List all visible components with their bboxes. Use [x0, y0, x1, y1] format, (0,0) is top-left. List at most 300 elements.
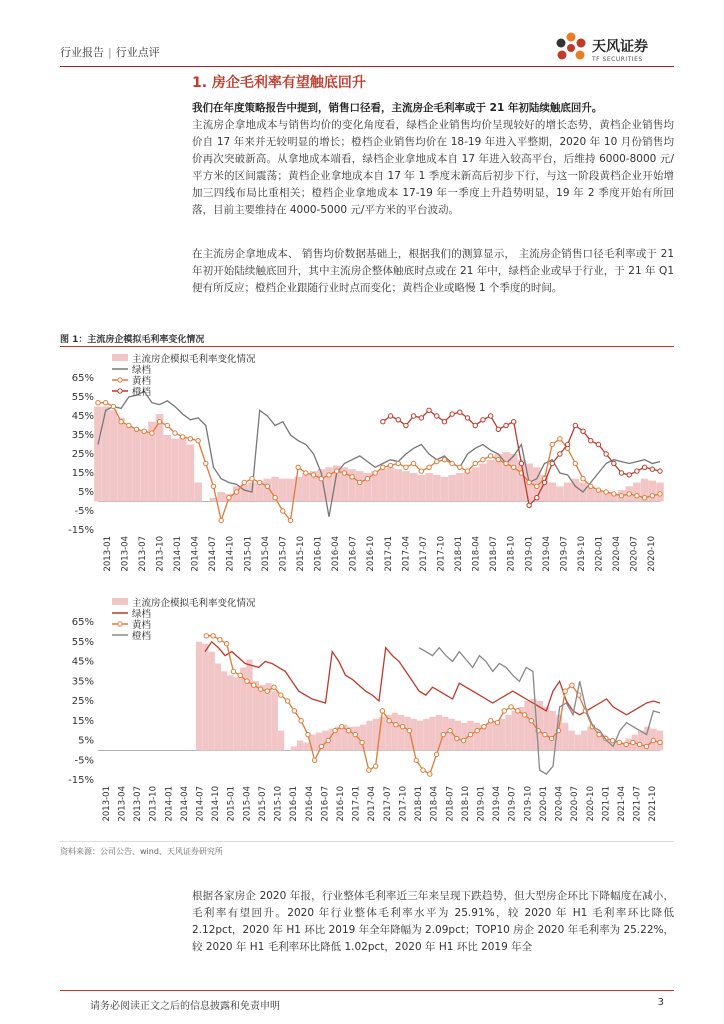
data-point	[421, 768, 425, 772]
data-point	[419, 469, 423, 473]
area-bar	[524, 701, 530, 750]
x-tick-label: 2019-04	[492, 786, 503, 822]
data-point	[450, 412, 454, 416]
legend-label: 绿档	[132, 365, 152, 376]
data-point	[516, 709, 520, 713]
area-bar	[246, 660, 252, 751]
data-point	[211, 634, 215, 638]
data-point	[570, 683, 574, 687]
x-tick-label: 2016-01	[313, 536, 324, 572]
x-tick-label: 2018-07	[445, 786, 456, 822]
area-bar	[272, 691, 278, 750]
data-point	[234, 490, 238, 494]
paragraph-1-lead: 我们在年度策略报告中提到，销售口径看，主流房企毛利率或于 21 年初陆续触底回升。	[192, 102, 603, 114]
area-bar	[209, 652, 215, 751]
x-tick-label: 2019-01	[476, 786, 487, 822]
area-bar	[568, 731, 574, 751]
x-tick-label: 2017-01	[383, 536, 394, 572]
data-point	[596, 442, 600, 446]
area-bar	[638, 731, 644, 751]
data-point	[512, 465, 516, 469]
legend-label: 橙档	[132, 387, 152, 398]
data-point	[642, 465, 646, 469]
data-point	[396, 418, 400, 422]
data-point	[173, 431, 177, 435]
data-point	[504, 461, 508, 465]
data-point	[504, 423, 508, 427]
x-tick-label: 2016-10	[366, 536, 377, 572]
data-point	[658, 469, 662, 473]
data-point	[245, 679, 249, 683]
area-bar	[461, 723, 467, 751]
data-point	[637, 742, 641, 746]
data-point	[272, 685, 276, 689]
data-point	[319, 477, 323, 481]
area-bar	[587, 727, 593, 751]
data-point	[388, 414, 392, 418]
x-tick-label: 2016-10	[335, 786, 346, 822]
data-point	[279, 693, 283, 697]
data-point	[495, 721, 499, 725]
area-bar	[227, 675, 233, 750]
data-point	[529, 719, 533, 723]
data-point	[103, 401, 107, 405]
data-point	[550, 461, 554, 465]
page-number: 3	[657, 997, 664, 1008]
area-bar	[217, 492, 225, 502]
data-point	[473, 461, 477, 465]
data-point	[411, 414, 415, 418]
x-tick-label: 2015-07	[257, 786, 268, 822]
y-tick-label: 25%	[71, 449, 94, 460]
area-bar	[215, 663, 221, 750]
area-bar	[548, 483, 556, 502]
data-point	[227, 496, 231, 500]
area-bar	[512, 711, 518, 751]
data-point	[596, 488, 600, 492]
data-point	[635, 469, 639, 473]
data-point	[450, 461, 454, 465]
footer-disclaimer: 请务必阅读正文之后的信息披露和免责申明	[90, 1001, 280, 1012]
area-bar	[202, 644, 208, 751]
area-bar	[259, 685, 265, 750]
company-logo	[554, 30, 674, 70]
x-tick-label: 2015-10	[295, 536, 306, 572]
data-point	[265, 689, 269, 693]
data-point	[604, 452, 608, 456]
area-bar	[163, 435, 171, 502]
x-tick-label: 2021-10	[648, 786, 659, 822]
data-point	[327, 473, 331, 477]
area-bar	[279, 479, 287, 502]
data-point	[380, 709, 384, 713]
area-bar	[479, 464, 487, 502]
data-point	[127, 423, 131, 427]
data-point	[281, 509, 285, 513]
data-point	[461, 738, 465, 742]
x-tick-label: 2015-10	[273, 786, 284, 822]
data-point	[468, 732, 472, 736]
data-point	[644, 744, 648, 748]
x-tick-label: 2021-01	[601, 786, 612, 822]
x-tick-label: 2013-01	[102, 536, 113, 572]
area-bar	[348, 469, 356, 501]
data-point	[624, 742, 628, 746]
area-bar	[297, 741, 303, 751]
area-bar	[179, 437, 187, 502]
x-tick-label: 2016-01	[289, 786, 300, 822]
y-tick-label: 65%	[71, 373, 94, 384]
area-bar	[581, 731, 587, 751]
x-tick-label: 2016-07	[348, 536, 359, 572]
data-point	[619, 471, 623, 475]
x-tick-label: 2019-07	[559, 536, 570, 572]
data-point	[111, 404, 115, 408]
data-point	[428, 772, 432, 776]
x-tick-label: 2013-01	[101, 786, 112, 822]
area-bar	[221, 671, 227, 750]
data-point	[326, 738, 330, 742]
data-point	[482, 724, 486, 728]
area-bar	[171, 439, 179, 502]
data-point	[142, 429, 146, 433]
area-bar	[117, 418, 125, 502]
data-point	[565, 442, 569, 446]
data-point	[373, 471, 377, 475]
legend-swatch	[112, 598, 128, 605]
data-point	[527, 480, 531, 484]
area-bar	[456, 473, 464, 502]
data-point	[658, 492, 662, 496]
data-point	[231, 669, 235, 673]
x-tick-label: 2014-04	[190, 536, 201, 572]
y-tick-label: 55%	[71, 392, 94, 403]
area-bar	[94, 407, 102, 502]
data-point	[427, 408, 431, 412]
area-bar	[110, 410, 118, 501]
x-tick-label: 2015-07	[278, 536, 289, 572]
x-tick-label: 2014-10	[211, 786, 222, 822]
data-point	[319, 744, 323, 748]
y-tick-label: 35%	[71, 676, 94, 688]
area-bar	[543, 707, 549, 750]
breadcrumb-report-type: 行业报告	[60, 46, 104, 59]
breadcrumb-category: 行业点评	[115, 46, 160, 59]
data-point	[573, 423, 577, 427]
x-tick-label: 2019-01	[524, 536, 535, 572]
data-point	[650, 494, 654, 498]
data-point	[218, 638, 222, 642]
x-tick-label: 2017-10	[398, 786, 409, 822]
x-tick-label: 2020-01	[538, 786, 549, 822]
x-tick-label: 2018-04	[471, 536, 482, 572]
area-bar	[423, 719, 429, 751]
data-point	[509, 705, 513, 709]
data-point	[306, 732, 310, 736]
data-point	[404, 423, 408, 427]
x-tick-label: 2018-01	[454, 536, 465, 572]
data-point	[619, 494, 623, 498]
y-tick-label: 5%	[78, 487, 94, 498]
area-bar	[234, 677, 240, 750]
area-bar	[356, 471, 364, 501]
data-point	[434, 752, 438, 756]
data-point	[610, 738, 614, 742]
data-point	[581, 477, 585, 481]
x-tick-label: 2015-01	[226, 786, 237, 822]
data-point	[296, 465, 300, 469]
x-tick-label: 2016-04	[331, 536, 342, 572]
data-point	[488, 454, 492, 458]
data-point	[435, 459, 439, 463]
data-point	[388, 463, 392, 467]
area-bar	[278, 731, 284, 751]
data-point	[442, 458, 446, 462]
data-point	[407, 728, 411, 732]
data-point	[458, 410, 462, 414]
x-tick-label: 2014-04	[179, 786, 190, 822]
area-bar	[133, 429, 141, 501]
data-point	[387, 719, 391, 723]
data-point	[358, 480, 362, 484]
area-bar	[425, 473, 433, 502]
data-point	[204, 461, 208, 465]
y-tick-label: 45%	[71, 411, 94, 422]
data-point	[381, 465, 385, 469]
data-point	[333, 728, 337, 732]
data-point	[475, 728, 479, 732]
data-point	[558, 452, 562, 456]
data-point	[458, 465, 462, 469]
x-tick-label: 2020-01	[594, 536, 605, 572]
data-point	[311, 473, 315, 477]
data-point	[299, 719, 303, 723]
data-point	[481, 458, 485, 462]
x-tick-label: 2015-04	[260, 536, 271, 572]
data-point	[489, 719, 493, 723]
data-point	[367, 768, 371, 772]
area-bar	[398, 715, 404, 751]
data-point	[496, 458, 500, 462]
data-point	[411, 461, 415, 465]
chart-bottom	[60, 592, 674, 838]
data-point	[196, 439, 200, 443]
data-point	[604, 490, 608, 494]
x-tick-label: 2017-07	[418, 536, 429, 572]
data-point	[312, 758, 316, 762]
area-bar	[387, 467, 395, 501]
data-point	[342, 471, 346, 475]
data-point	[285, 699, 289, 703]
data-point	[496, 427, 500, 431]
data-point	[346, 728, 350, 732]
breadcrumb: 行业报告 | 行业点评	[60, 46, 160, 59]
data-point	[252, 683, 256, 687]
area-bar	[441, 477, 449, 502]
x-tick-label: 2014-07	[195, 786, 206, 822]
section-title: 1. 房企毛利率有望触底回升	[192, 75, 366, 91]
area-bar	[196, 642, 202, 751]
area-bar	[418, 475, 426, 502]
figure-caption: 图 1：主流房企模拟毛利率变化情况	[60, 335, 205, 345]
area-bar	[411, 719, 417, 751]
data-point	[304, 471, 308, 475]
data-point	[265, 484, 269, 488]
area-bar	[474, 723, 480, 751]
data-point	[465, 416, 469, 420]
figure-source: 资料来源：公司公告、wind、天风证券研究所	[60, 847, 223, 856]
legend-marker	[118, 378, 122, 382]
data-point	[211, 484, 215, 488]
data-point	[612, 492, 616, 496]
data-point	[535, 484, 539, 488]
data-point	[612, 461, 616, 465]
area-bar	[562, 723, 568, 751]
x-tick-label: 2013-07	[133, 786, 144, 822]
area-bar	[302, 473, 310, 502]
legend-label: 主流房企模拟毛利率变化情况	[132, 598, 256, 609]
data-point	[419, 416, 423, 420]
data-point	[219, 518, 223, 522]
data-point	[373, 764, 377, 768]
area-bar	[402, 471, 410, 501]
data-point	[242, 480, 246, 484]
logo-subtext: TF SECURITIES	[592, 56, 643, 63]
data-point	[589, 484, 593, 488]
data-point	[273, 496, 277, 500]
data-point	[550, 442, 554, 446]
paragraph-1-body: 主流房企拿地成本与销售均价的变化角度看，绿档企业销售均价呈现较好的增长态势，黄档企业销售均价自 17 年来并无较明显的增长；橙档企业销售均价在 18-19 年进入平整期，2020 年 10 月份销售均价再次突破新高。从拿地成本端看，绿档企业拿地成本自 17 年进入较高平台，后维持 6000-8000 元/平方米的区间震荡；黄档企业拿地成本自 17 年 1 季度末新高后初步下行，与这一阶段黄档企业开始增加三四线布局比重相关；橙档企业拿地成本 17-19 年一季度上升趋势明显，19 年 2 季度开始有所回落，目前主要维持在 4000-5000 元/平方米的平台波动。	[192, 119, 674, 216]
legend-marker	[118, 622, 122, 626]
x-tick-label: 2013-04	[120, 536, 131, 572]
data-point	[473, 423, 477, 427]
area-bar	[125, 426, 133, 502]
x-tick-label: 2021-04	[616, 786, 627, 822]
x-tick-label: 2019-07	[507, 786, 518, 822]
x-tick-label: 2014-10	[225, 536, 236, 572]
area-bar	[556, 486, 564, 501]
data-point	[481, 418, 485, 422]
chart-top	[60, 348, 674, 588]
area-bar	[410, 473, 418, 502]
area-bar	[471, 467, 479, 501]
data-point	[257, 480, 261, 484]
data-point	[650, 467, 654, 471]
legend-label: 橙档	[132, 631, 152, 642]
legend-label: 绿档	[132, 609, 152, 620]
y-tick-label: 45%	[71, 656, 94, 668]
data-point	[134, 427, 138, 431]
area-bar	[633, 483, 641, 502]
y-tick-label: -5%	[74, 506, 94, 517]
data-point	[658, 740, 662, 744]
data-point	[512, 420, 516, 424]
area-bar	[464, 471, 472, 501]
x-tick-label: 2020-10	[647, 536, 658, 572]
data-point	[465, 469, 469, 473]
x-tick-label: 2018-07	[489, 536, 500, 572]
data-point	[549, 736, 553, 740]
data-point	[394, 723, 398, 727]
data-point	[292, 709, 296, 713]
data-point	[288, 518, 292, 522]
data-point	[441, 732, 445, 736]
x-tick-label: 2017-04	[401, 536, 412, 572]
y-tick-label: -15%	[68, 775, 94, 786]
area-bar	[187, 445, 195, 502]
x-tick-label: 2014-01	[173, 536, 184, 572]
data-point	[340, 724, 344, 728]
data-point	[573, 461, 577, 465]
paragraph-2: 在主流房企拿地成本、 销售均价数据基础上，根据我们的测算显示， 主流房企销售口径毛利率或于 21 年初开始陆续触底回升，其中主流房企整体触底时点或在 21 年中，绿档企业或早于行业，于 21 年 Q1 便有所反应；橙档企业跟随行业时点而变化；黄档企业或略慢 1 个季度的时间。	[192, 248, 674, 294]
x-tick-label: 2020-04	[554, 786, 565, 822]
x-tick-label: 2017-10	[436, 536, 447, 572]
data-point	[180, 435, 184, 439]
x-tick-label: 2018-10	[506, 536, 517, 572]
footer-divider	[60, 990, 674, 991]
data-point	[522, 713, 526, 717]
area-bar	[291, 746, 297, 750]
data-point	[350, 475, 354, 479]
data-point	[396, 461, 400, 465]
data-point	[157, 420, 161, 424]
data-point	[442, 420, 446, 424]
data-point	[527, 503, 531, 507]
data-point	[238, 673, 242, 677]
data-point	[535, 496, 539, 500]
data-point	[502, 709, 506, 713]
area-bar	[487, 460, 495, 502]
y-tick-label: 55%	[71, 636, 94, 648]
x-tick-label: 2019-04	[541, 536, 552, 572]
data-point	[617, 740, 621, 744]
x-tick-label: 2020-04	[612, 536, 623, 572]
x-tick-label: 2020-07	[629, 536, 640, 572]
area-bar	[366, 721, 372, 751]
x-tick-label: 2019-10	[523, 786, 534, 822]
y-tick-label: 15%	[71, 468, 94, 479]
x-tick-label: 2017-07	[382, 786, 393, 822]
data-point	[563, 689, 567, 693]
data-point	[627, 492, 631, 496]
data-point	[631, 740, 635, 744]
x-tick-label: 2013-07	[137, 536, 148, 572]
area-bar	[394, 469, 402, 501]
area-bar	[392, 713, 398, 751]
area-bar	[430, 717, 436, 751]
x-tick-label: 2013-04	[117, 786, 128, 822]
x-tick-label: 2016-04	[304, 786, 315, 822]
data-point	[627, 473, 631, 477]
y-tick-label: 65%	[71, 617, 94, 628]
area-bar	[448, 475, 456, 502]
data-point	[558, 437, 562, 441]
data-point	[589, 439, 593, 443]
x-tick-label: 2013-10	[155, 536, 166, 572]
paragraph-3: 根据各家房企 2020 年报，行业整体毛利率近三年来呈现下跌趋势，但大型房企环比下降幅度在减小，毛利率有望回升。2020 年行业整体毛利率水平为 25.91%，较 2020 年 H1 毛利率环比降低 2.12pct，2020 年 H1 环比 2019 年全年降幅为 2.09pct；TOP10 房企 2020 年毛利率为 25.22%，较 2020 年 H1 毛利率环比降低 1.02pct，2020 年 H1 环比 2019 年全	[192, 890, 674, 953]
data-point	[381, 420, 385, 424]
paragraph-1	[192, 100, 674, 219]
data-point	[642, 496, 646, 500]
x-tick-label: 2014-01	[164, 786, 175, 822]
y-tick-label: 5%	[78, 735, 94, 747]
logo-flower-icon	[554, 30, 588, 66]
y-tick-label: 25%	[71, 696, 94, 707]
data-point	[365, 477, 369, 481]
data-point	[258, 687, 262, 691]
area-bar	[486, 723, 492, 751]
data-point	[150, 431, 154, 435]
